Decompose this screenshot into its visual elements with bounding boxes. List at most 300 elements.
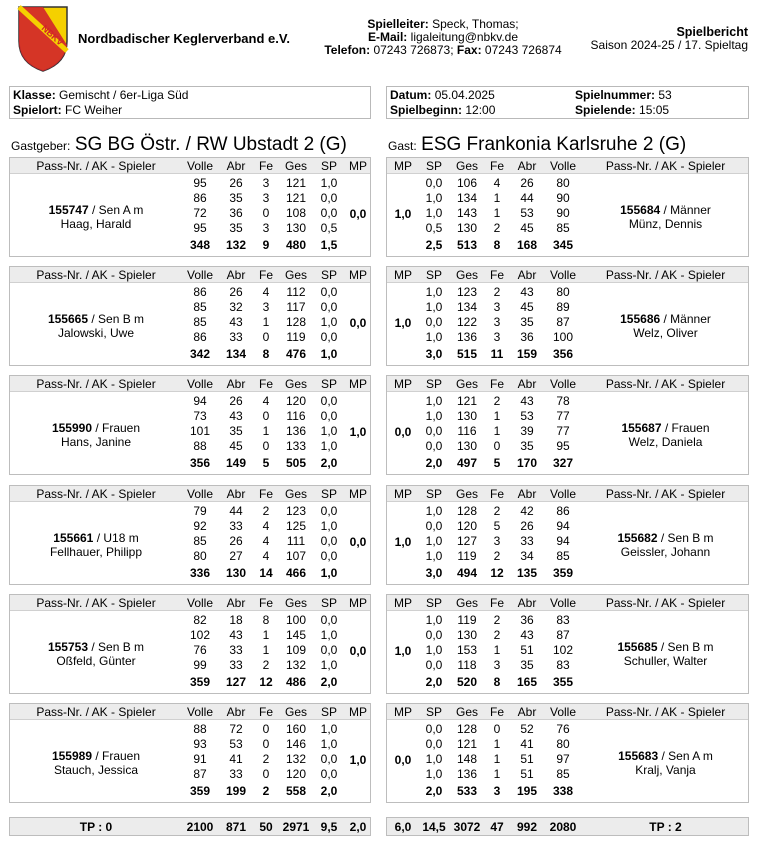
home-lane-fe: 3 [262,300,270,314]
guest-lane-sp: 0,0 [425,439,443,453]
home-duel-panel [9,157,371,257]
home-lane-abr: 41 [229,752,243,766]
column-header-abr: Abr [517,705,537,719]
guest-lane-sp: 1,0 [425,549,443,563]
home-duel-panel [9,594,371,694]
guest-age-class: / Sen B m [660,531,714,545]
home-total-fe: 12 [259,675,273,689]
guest-total-ges: 497 [456,456,478,470]
home-pass-number: 155665 [47,312,88,326]
home-total-fe: 8 [262,347,270,361]
home-lane-volle: 102 [189,628,211,642]
home-lane-volle: 85 [193,300,207,314]
home-total-sp: 2,0 [320,456,338,470]
column-header-mp: MP [394,159,412,173]
home-lane-volle: 99 [193,658,207,672]
home-lane-fe: 2 [262,504,270,518]
guest-lane-ges: 143 [456,206,478,220]
home-total-ges: 476 [285,347,307,361]
home-lane-fe: 3 [262,191,270,205]
home-lane-abr: 44 [229,504,243,518]
report-title: Spielbericht [676,25,748,39]
home-lane-ges: 125 [285,519,307,533]
home-total-ges: 2971 [282,820,310,834]
guest-lane-ges: 136 [456,330,478,344]
guest-total-abr: 165 [516,675,538,689]
column-header-ges: Ges [455,705,478,719]
home-lane-fe: 0 [262,722,270,736]
guest-lane-sp: 0,0 [425,424,443,438]
player-column-header: Pass-Nr. / AK - Spieler [36,159,156,173]
home-lane-fe: 1 [262,628,270,642]
home-totals [9,817,371,836]
home-lane-fe: 1 [262,424,270,438]
home-lane-abr: 26 [229,176,243,190]
column-header-ges: Ges [284,268,307,282]
home-lane-ges: 123 [285,504,307,518]
home-mp: 1,0 [349,753,367,767]
player-column-header: Pass-Nr. / AK - Spieler [605,377,726,391]
home-lane-fe: 0 [262,439,270,453]
home-total-sp: 1,0 [320,566,338,580]
guest-lane-abr: 51 [520,752,534,766]
guest-mp: 0,0 [394,425,412,439]
home-age-class: / U18 m [96,531,139,545]
player-column-header: Pass-Nr. / AK - Spieler [605,268,726,282]
guest-total-fe: 12 [490,566,504,580]
home-total-abr: 871 [225,820,247,834]
home-lane-ges: 121 [285,191,307,205]
home-total-abr: 130 [225,566,247,580]
column-header-ges: Ges [284,377,307,391]
home-player [10,531,182,559]
guest-lane-abr: 44 [520,191,534,205]
guest-age-class: / Sen A m [661,749,713,763]
guest-lane-fe: 1 [493,737,501,751]
guest-mp: 1,0 [394,644,412,658]
home-lane-abr: 33 [229,643,243,657]
player-column-header: Pass-Nr. / AK - Spieler [36,596,156,610]
home-age-class: / Sen B m [91,640,145,654]
match-time-box [386,86,749,119]
column-header-ges: Ges [455,268,478,282]
column-header-abr: Abr [517,377,537,391]
guest-lane-ges: 136 [456,767,478,781]
guest-lane-sp: 0,5 [425,221,443,235]
guest-lane-sp: 0,0 [425,176,443,190]
guest-total-volle: 2080 [549,820,577,834]
guest-pass-number: 155684 [620,203,661,217]
home-lane-abr: 72 [229,722,243,736]
guest-total-ges: 3072 [453,820,481,834]
guest-lane-fe: 3 [493,534,501,548]
guest-pass-number: 155685 [617,640,658,654]
home-lane-abr: 26 [229,534,243,548]
guest-total-fe: 5 [493,456,501,470]
home-total-sp: 1,5 [320,238,338,252]
home-duel-panel [9,266,371,366]
nummer-value: 53 [658,88,672,102]
guest-pass-number: 155686 [620,312,661,326]
column-header-abr: Abr [226,596,246,610]
home-total-volle: 359 [189,675,211,689]
guest-lane-volle: 95 [556,439,570,453]
home-lane-sp: 1,0 [320,439,338,453]
guest-pass-number: 155687 [621,421,662,435]
column-header-sp: SP [320,596,337,610]
home-total-fe: 5 [262,456,270,470]
home-player-name: Jalowski, Uwe [57,326,135,340]
home-total-abr: 149 [225,456,247,470]
home-lane-fe: 0 [262,737,270,751]
column-header-ges: Ges [284,596,307,610]
home-lane-abr: 53 [229,737,243,751]
guest-lane-fe: 0 [493,439,501,453]
home-player-name: Haag, Harald [60,217,132,231]
guest-lane-sp: 1,0 [425,330,443,344]
guest-player-name: Kralj, Vanja [635,763,696,777]
guest-total-fe: 8 [493,675,501,689]
home-total-fe: 2 [262,784,270,798]
home-lane-ges: 120 [285,767,307,781]
column-header-sp: SP [425,377,442,391]
player-column-header: Pass-Nr. / AK - Spieler [36,377,156,391]
guest-lane-ges: 122 [456,315,478,329]
column-header-volle: Volle [186,596,214,610]
column-header-sp: SP [320,268,337,282]
guest-team [388,134,686,156]
guest-duel-panel [386,594,749,694]
home-lane-abr: 35 [229,221,243,235]
guest-lane-fe: 1 [493,424,501,438]
guest-lane-volle: 80 [556,737,570,751]
guest-lane-abr: 51 [520,643,534,657]
guest-pass-number: 155683 [618,749,659,763]
column-header-abr: Abr [226,268,246,282]
column-header-ges: Ges [455,377,478,391]
home-lane-abr: 33 [229,658,243,672]
column-header-fe: Fe [258,487,273,501]
column-header-fe: Fe [489,705,504,719]
home-lane-volle: 86 [193,285,207,299]
column-header-ges: Ges [284,487,307,501]
column-header-abr: Abr [517,268,537,282]
home-lane-volle: 91 [193,752,207,766]
home-lane-ges: 120 [285,394,307,408]
datum-value: 05.04.2025 [434,88,495,102]
guest-lane-sp: 1,0 [425,613,443,627]
guest-lane-fe: 1 [493,767,501,781]
fax-value: 07243 726874 [484,43,562,57]
home-lane-ges: 121 [285,176,307,190]
guest-lane-abr: 53 [520,206,534,220]
home-pass-number: 155747 [48,203,89,217]
guest-lane-abr: 36 [520,613,534,627]
home-lane-sp: 0,0 [320,534,338,548]
guest-lane-volle: 102 [552,643,574,657]
guest-lane-ges: 120 [456,519,478,533]
home-lane-abr: 43 [229,315,243,329]
home-player-name: Fellhauer, Philipp [49,545,143,559]
guest-total-fe: 11 [490,347,504,361]
guest-lane-volle: 86 [556,504,570,518]
guest-total-abr: 135 [516,566,538,580]
home-lane-ges: 130 [285,221,307,235]
guest-lane-volle: 85 [556,767,570,781]
home-lane-sp: 0,0 [320,300,338,314]
home-player [10,312,182,340]
home-mp: 0,0 [349,316,367,330]
column-header-mp: MP [394,705,412,719]
home-total-ges: 558 [285,784,307,798]
column-header-ges: Ges [284,159,307,173]
column-header-sp: SP [425,268,442,282]
home-mp: 0,0 [349,644,367,658]
guest-lane-fe: 1 [493,752,501,766]
home-lane-abr: 33 [229,519,243,533]
column-header-ges: Ges [284,705,307,719]
home-lane-sp: 1,0 [320,628,338,642]
home-lane-ges: 109 [285,643,307,657]
guest-lane-volle: 78 [556,394,570,408]
guest-mp: 1,0 [394,535,412,549]
column-header-mp: MP [349,705,367,719]
home-lane-sp: 0,0 [320,613,338,627]
guest-player-name: Geissler, Johann [620,545,711,559]
nummer-label: Spielnummer: [575,88,656,102]
home-lane-volle: 79 [193,504,207,518]
home-total-volle: 342 [189,347,211,361]
column-header-volle: Volle [186,268,214,282]
home-lane-ges: 108 [285,206,307,220]
phone-label: Telefon: [324,43,371,57]
email-value[interactable]: ligaleitung@nbkv.de [410,30,519,44]
home-lane-ges: 133 [285,439,307,453]
column-header-abr: Abr [517,596,537,610]
guest-lane-fe: 2 [493,628,501,642]
guest-player [581,421,750,449]
email-label: E-Mail: [367,30,408,44]
guest-lane-volle: 77 [556,424,570,438]
home-lane-sp: 1,0 [320,424,338,438]
fax-label: Fax: [456,43,482,57]
column-header-fe: Fe [489,377,504,391]
guest-lane-abr: 36 [520,330,534,344]
leader-label: Spielleiter: [367,17,429,31]
home-lane-ges: 117 [286,300,306,314]
guest-lane-sp: 1,0 [425,300,443,314]
home-lane-sp: 1,0 [320,722,338,736]
column-header-abr: Abr [226,705,246,719]
guest-lane-volle: 100 [552,330,574,344]
home-lane-sp: 0,0 [320,191,338,205]
match-class-box [9,86,371,119]
guest-lane-abr: 52 [520,722,534,736]
guest-total-fe: 3 [493,784,501,798]
guest-total-sp: 2,0 [425,675,443,689]
guest-lane-fe: 2 [493,613,501,627]
home-lane-volle: 88 [193,439,207,453]
player-column-header: Pass-Nr. / AK - Spieler [605,705,726,719]
klasse-value: Gemischt / 6er-Liga Süd [59,88,189,102]
guest-duel-panel [386,485,749,585]
guest-total-volle: 338 [552,784,574,798]
home-lane-ges: 146 [285,737,307,751]
guest-lane-sp: 1,0 [425,752,443,766]
home-age-class: / Frauen [95,749,141,763]
guest-lane-sp: 1,0 [425,409,443,423]
home-total-abr: 127 [225,675,247,689]
home-lane-abr: 35 [229,424,243,438]
guest-lane-volle: 85 [556,221,570,235]
home-lane-volle: 80 [193,549,207,563]
guest-total-sp: 2,0 [425,456,443,470]
guest-lane-abr: 43 [520,394,534,408]
report-title-block [591,26,748,52]
guest-lane-ges: 153 [456,643,478,657]
org-name: Nordbadischer Keglerverband e.V. [78,31,290,46]
guest-lane-abr: 35 [520,315,534,329]
home-lane-ges: 145 [285,628,307,642]
column-header-fe: Fe [258,596,273,610]
home-team-label: Gastgeber: [11,139,71,153]
guest-lane-sp: 1,0 [425,191,443,205]
guest-lane-fe: 2 [493,504,501,518]
column-header-sp: SP [320,487,337,501]
home-lane-fe: 4 [262,534,270,548]
guest-total-abr: 992 [516,820,538,834]
player-column-header: Pass-Nr. / AK - Spieler [605,159,726,173]
home-lane-sp: 0,0 [320,285,338,299]
guest-lane-volle: 90 [556,191,570,205]
home-lane-sp: 1,0 [320,176,338,190]
guest-lane-volle: 76 [556,722,570,736]
home-lane-ges: 136 [285,424,307,438]
guest-lane-abr: 26 [520,519,534,533]
home-lane-sp: 0,0 [320,409,338,423]
home-lane-abr: 36 [229,206,243,220]
guest-lane-volle: 83 [556,658,570,672]
guest-player-name: Schuller, Walter [623,654,708,668]
guest-lane-fe: 1 [493,191,501,205]
guest-lane-sp: 1,0 [425,206,443,220]
guest-lane-ges: 121 [456,737,478,751]
home-lane-fe: 1 [262,643,270,657]
home-pass-number: 155661 [53,531,94,545]
guest-lane-ges: 130 [456,439,478,453]
column-header-sp: SP [320,377,337,391]
column-header-volle: Volle [549,487,577,501]
home-lane-abr: 32 [229,300,243,314]
home-total-volle: 348 [189,238,211,252]
home-team-name: SG BG Östr. / RW Ubstadt 2 (G) [74,134,347,155]
home-lane-fe: 3 [262,176,270,190]
column-header-fe: Fe [489,159,504,173]
home-lane-sp: 0,0 [320,752,338,766]
home-tp: TP : 0 [79,820,113,834]
guest-lane-sp: 0,0 [425,737,443,751]
home-lane-volle: 95 [193,221,207,235]
home-lane-abr: 43 [229,628,243,642]
guest-lane-abr: 41 [520,737,534,751]
guest-player [581,531,750,559]
home-lane-volle: 73 [193,409,207,423]
guest-lane-volle: 87 [556,315,570,329]
report-header [0,0,758,80]
column-header-mp: MP [394,487,412,501]
player-column-header: Pass-Nr. / AK - Spieler [36,268,156,282]
home-lane-volle: 93 [193,737,207,751]
home-lane-ges: 132 [285,752,307,766]
guest-lane-fe: 2 [493,549,501,563]
home-total-sp: 1,0 [320,347,338,361]
guest-lane-fe: 2 [493,221,501,235]
home-lane-abr: 43 [229,409,243,423]
home-lane-volle: 101 [189,424,211,438]
guest-total-abr: 195 [516,784,538,798]
guest-lane-abr: 35 [520,439,534,453]
home-duel-panel [9,703,371,803]
guest-lane-volle: 83 [556,613,570,627]
ende-label: Spielende: [575,103,636,117]
guest-total-ges: 494 [456,566,478,580]
guest-total-volle: 356 [552,347,574,361]
player-column-header: Pass-Nr. / AK - Spieler [605,487,726,501]
guest-lane-abr: 34 [520,549,534,563]
column-header-ges: Ges [455,596,478,610]
guest-total-volle: 359 [552,566,574,580]
guest-lane-fe: 3 [493,300,501,314]
column-header-fe: Fe [258,159,273,173]
home-total-sp: 2,0 [320,675,338,689]
guest-lane-fe: 3 [493,658,501,672]
home-lane-sp: 0,0 [320,549,338,563]
home-pass-number: 155753 [47,640,88,654]
home-lane-sp: 0,0 [320,504,338,518]
column-header-volle: Volle [186,159,214,173]
home-total-volle: 359 [189,784,211,798]
guest-lane-ges: 118 [457,658,477,672]
home-lane-fe: 3 [262,221,270,235]
home-total-volle: 336 [189,566,211,580]
guest-lane-sp: 0,0 [425,315,443,329]
guest-lane-ges: 134 [456,300,478,314]
guest-player [581,749,750,777]
home-player [10,203,182,231]
column-header-abr: Abr [517,159,537,173]
beginn-value: 12:00 [465,103,496,117]
guest-lane-volle: 89 [556,300,570,314]
klasse-label: Klasse: [13,88,56,102]
spielort-value: FC Weiher [65,103,123,117]
column-header-abr: Abr [226,377,246,391]
guest-lane-fe: 2 [493,394,501,408]
guest-player [581,640,750,668]
home-lane-fe: 0 [262,767,270,781]
home-lane-fe: 1 [262,315,270,329]
home-lane-fe: 0 [262,409,270,423]
guest-total-volle: 355 [552,675,574,689]
home-lane-fe: 4 [262,549,270,563]
home-player [10,749,182,777]
home-lane-volle: 82 [193,613,207,627]
guest-total-abr: 168 [516,238,538,252]
column-header-volle: Volle [549,705,577,719]
guest-lane-ges: 130 [456,409,478,423]
column-header-sp: SP [425,159,442,173]
home-lane-volle: 87 [193,767,207,781]
home-duel-panel [9,375,371,475]
